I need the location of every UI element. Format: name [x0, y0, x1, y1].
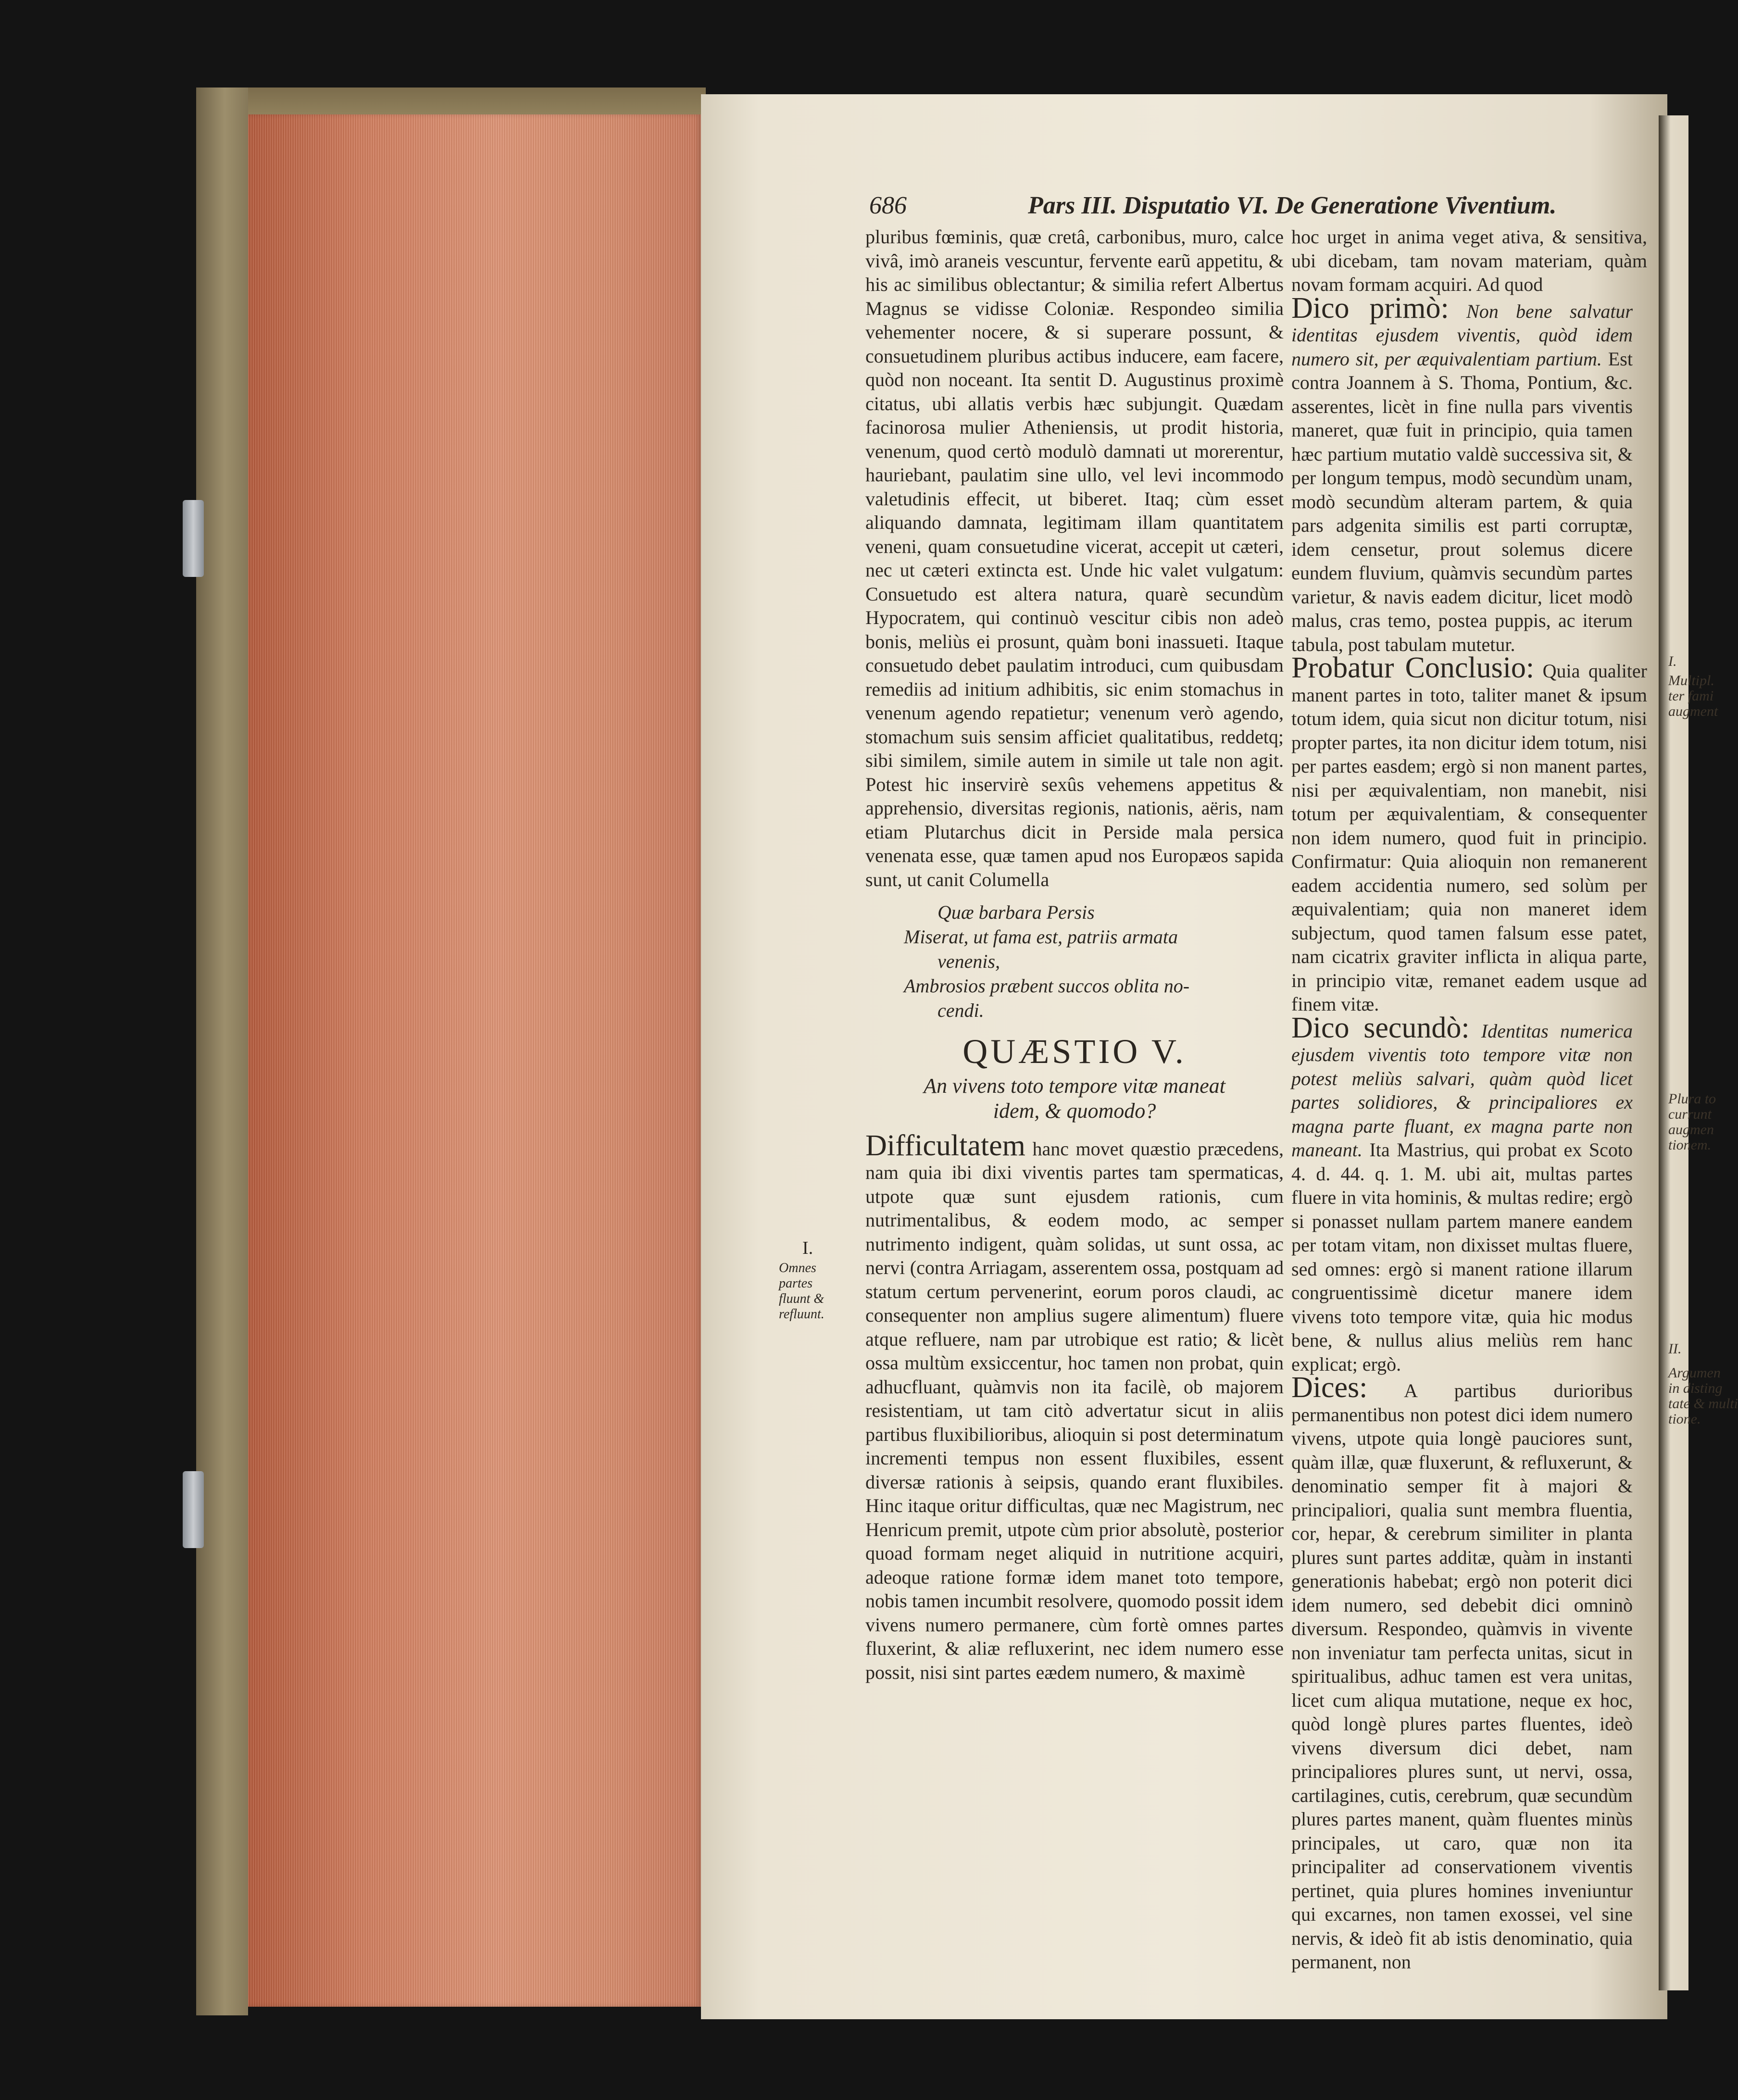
paragraph: [865, 1129, 1284, 1685]
paragraph: [1291, 651, 1647, 1016]
next-page-fragment: Plura to: [1668, 1091, 1716, 1107]
book-cover-spine: [196, 88, 248, 2015]
verse-line: Quæ barbara Persis: [938, 901, 1095, 923]
section-heading: QUÆSTIO V.: [963, 1032, 1187, 1071]
next-page-fragment: Multipl.: [1668, 673, 1714, 688]
next-page-fragment: tione.: [1668, 1411, 1701, 1427]
lead-word: Dices:: [1291, 1371, 1368, 1404]
paragraph-text: hanc movet quæstio præcedens, nam quia ibi dixi viventis partes tam spermaticas, utpote quæ sunt ejusdem rationis, cum nutrimentalibus, & eodem modo, ac semper nutrimento indigent, quàm solidas, ut sunt ossa, ac nervi (contra Arriagam, asserentem ossa, postquam ad statum certum pervenerint, eorum poros claudi, ac consequenter non amplius sugere alimentum) fluere atque refluere, nam par utrobique est ratio; & licèt ossa multùm exsiccentur, hoc tamen non probat, quin adhucfluant, quàmvis non ita facilè, ob majorem resistentiam, ut tam citò advertatur sicut in aliis partibus fluxibilioribus, alioquin si post determinatum incrementi tempus non essent fluxibiles, essent diversæ rationis à seipsis, quando erant fluxibiles. Hinc itaque oritur difficultas, quæ nec Magistrum, nec Henricum premit, utpote cùm prior absolutè, posterior quoad formam neget aliquid in nutritione acquiri, adeoque ratione formæ idem manet toto tempore, nobis tamen incumbit resolvere, quomodo possit idem vivens numero permanere, cùm fortè omnes partes fluxerint, & aliæ refluxerint, nec idem numero esse possit, nisi sint partes eædem numero, & maximè: [865, 1138, 1284, 1683]
verse-line: Ambrosios præbent succos oblita no-: [904, 975, 1190, 997]
paragraph: [1291, 1371, 1633, 1974]
margin-note-text: Omnes partes fluunt & refluunt.: [779, 1261, 825, 1322]
next-page-fragment: Argumen: [1668, 1365, 1721, 1381]
margin-note-number: I.: [802, 1238, 813, 1258]
page-number: 686: [869, 192, 907, 219]
paragraph: [1291, 1011, 1633, 1376]
section-question: [865, 1074, 1284, 1124]
verse-line: Miserat, ut fama est, patriis armata: [904, 926, 1178, 948]
next-page-fragment: tate & multi: [1668, 1396, 1738, 1412]
paragraph: [1291, 291, 1633, 657]
next-page-fragment: I.: [1668, 653, 1677, 669]
book-clasp-upper: [183, 500, 204, 577]
running-head-title: Pars III. Disputatio VI. De Generatione Viventium.: [1028, 192, 1557, 219]
next-page-fragment: in disting: [1668, 1380, 1723, 1396]
lead-word: Difficultatem: [865, 1129, 1025, 1162]
section-question-line: An vivens toto tempore vitæ maneat: [924, 1074, 1225, 1098]
next-page-fragment: tionem.: [1668, 1137, 1712, 1153]
paragraph: hoc urget in anima veget ativa, & sensitiva, ubi dicebam, tam novam materiam, quàm novam formam acquiri. Ad quod: [1291, 226, 1647, 295]
next-page-edge: [1659, 115, 1688, 1990]
next-page-fragment: II.: [1668, 1341, 1682, 1357]
paragraph: pluribus fœminis, quæ cretâ, carbonibus, muro, calce vivâ, imò araneis vescuntur, fervente earũ appetitu, & his ac similibus oblectantur; & similia refert Albertus Magnus se vidisse Coloniæ. Respondeo similia vehementer nocere, & si superare possunt, & consuetudinem pluribus actibus inducere, eam facere, quòd non noceant. Ita sentit D. Augustinus proximè citatus, ubi allatis verbis hæc subjungit. Quædam facinorosa mulier Atheniensis, ut prodit historia, venenum, quod certò modulò damnati ut morerentur, hauriebant, paulatim sine ullo, vel levi incommodo valetudinis effecit, ut biberet. Itaq; cùm esset aliquando damnata, legitimam illam quantitatem veneni, quam consuetudine vicerat, accepit ut cæteri, nec ut cæteri extincta est. Unde hic valet vulgatum: Consuetudo est altera natura, quarè secundùm Hypocratem, qui continuò vescitur cibis non adeò bonis, meliùs ei prosunt, quàm boni inassueti. Itaque consuetudo debet paulatim introduci, cum quibusdam remediis ad initium adhibitis, sic enim stomachus in venenum agendo repatietur; venenum verò agendo, stomachum suis sensim afficiet qualitatibus, reddetq; sibi similem, simile autem in simile ut tale non agit. Potest hic inservirè sexûs vehemens appetitus & apprehensio, diversitas regionis, nationis, aëris, nam etiam Plutarchus dicit in Perside mala persica venenata esse, quæ tamen apud nos Europæos sapida sunt, ut canit Columella: [865, 226, 1284, 890]
verse-line: venenis,: [938, 950, 1000, 972]
next-page-fragment: ter fami: [1668, 688, 1714, 704]
paragraph-text: Ita Mastrius, qui probat ex Scoto 4. d. 44. q. 1. M. ubi ait, multas partes fluere in vita hominis, & multas redire; ergò si ponasset nullam partem manere eandem per totam vitam, non dixisset multas fluere, sed omnes: ergò si manent ratione illarum congruentissimè dicetur manere idem vivens toto tempore vitæ, quia hic modus bene, & nullus alius meliùs rem hanc explicat; ergò.: [1291, 1139, 1633, 1375]
verse-quote: [904, 900, 1284, 1023]
thesis-text: Non bene salvatur identitas ejusdem viventis, quòd idem numero sit, per æquivalentiam partium.: [1291, 300, 1633, 370]
verse-line: cendi.: [938, 1000, 984, 1021]
page-block-fore-edge: [248, 114, 701, 2007]
lead-word: Dico secundò:: [1291, 1011, 1470, 1044]
margin-note: [779, 1240, 837, 1322]
lead-word: Probatur Conclusio:: [1291, 651, 1535, 684]
thesis-text: Identitas numerica ejusdem viventis toto tempore vitæ non potest meliùs salvari, quàm quòd licet partes solidiores, & principaliores ex magna parte fluant, ex magna parte non maneant.: [1291, 1020, 1633, 1161]
book-clasp-lower: [183, 1471, 204, 1548]
paragraph-text: Quia qualiter manent partes in toto, taliter manet & ipsum totum idem, quia sicut non dicitur totum, nisi propter partes, ita non dicitur idem totum, nisi per partes easdem; ergò si non manent partes, nisi per æquivalentiam, non manebit, nisi totum per æquivalentiam, & consequenter non idem numero, quod fuit in principio. Confirmatur: Quia alioquin non remanerent eadem accidentia numero, sed solùm per æquivalentiam; quia non maneret idem subjectum, quod tamen falsum esse patet, nam cicatrix graviter inflicta in aliqua parte, in principio vitæ, remanet eadem usque ad finem vitæ.: [1291, 660, 1647, 1015]
lead-word: Dico primò:: [1291, 291, 1449, 325]
text-column-left: [865, 225, 1284, 1684]
text-column-right: [1291, 225, 1647, 1974]
next-page-fragment: currunt: [1668, 1106, 1712, 1122]
section-question-line: idem, & quomodo?: [993, 1099, 1156, 1123]
paragraph-text: A partibus durioribus permanentibus non potest dici idem numero vivens, utpote quia longè pauciores sunt, quàm illæ, quæ fluxerunt, & refluxerunt, & denominatio semper fit à majori & principaliori, qualia sunt membra fluentia, cor, hepar, & cerebrum similiter in planta plures sunt partes additæ, quàm in instanti generationis habebat; ergò non poterit dici idem numero, sed debebit dici omninò diversum. Respondeo, quàmvis in vivente non inveniatur tam perfecta unitas, sicut in spiritualibus, adhuc tamen est vera unitas, licet cum aliqua mutatione, neque ex hoc, quòd longè plures partes fluentes, ideò vivens diversum dici debet, nam principaliores plures sunt, ut nervi, ossa, cartilagines, cutis, cerebrum, quæ secundùm plures partes manent, quàm fluentes minùs principales, ut caro, quæ non ita principaliter ad conservationem viventis pertinet, quia plures homines inveniuntur qui excarnes, non tamen exossei, vel sine nervis, & ideò fit ab istis denominatio, quia permanent, non: [1291, 1380, 1633, 1973]
paragraph-text: Est contra Joannem à S. Thoma, Pontium, &c. asserentes, licèt in fine nulla pars viventis maneret, quæ fuit in principio, quia tamen hæc partium mutatio valdè successiva sit, & per longum tempus, modò secundùm unam, modò secundùm alteram partem, & quia pars adgenita similis est parti corruptæ, idem censetur, prout solemus dicere eundem fluvium, quàmvis secundùm partes varietur, & navis eadem dicitur, licet modò malus, cras temo, postea puppis, ac iterum tabula, post tabulam mutetur.: [1291, 348, 1633, 655]
next-page-fragment: augmen: [1668, 1122, 1714, 1138]
next-page-fragment: augment: [1668, 703, 1718, 719]
